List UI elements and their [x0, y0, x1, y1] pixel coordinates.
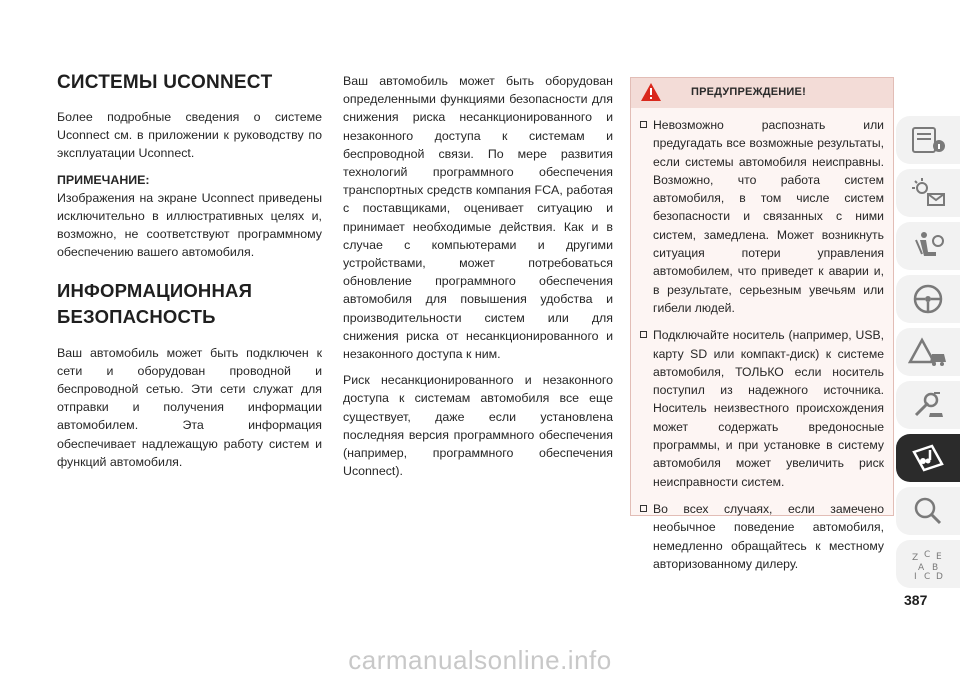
svg-text:B: B	[932, 563, 939, 573]
svg-text:E: E	[936, 552, 942, 562]
multimedia-icon	[908, 440, 948, 476]
svg-text:C: C	[924, 572, 931, 582]
bullet-square-icon	[640, 121, 647, 128]
svg-text:Z: Z	[912, 553, 919, 563]
section-title-uconnect: СИСТЕМЫ UCONNECT	[57, 72, 273, 93]
warning-body	[631, 108, 893, 573]
tab-safety[interactable]	[896, 222, 960, 270]
svg-text:C: C	[924, 550, 931, 560]
section-title-info-security: ИНФОРМАЦИОННАЯ БЕЗОПАСНОСТЬ	[57, 279, 253, 327]
warning-item-text: Невозможно распознать или предугадать все возможные результаты, если системы автомобиля неисправны. Возможно, что работа систем автомобиля, в том числе систем безопасности и связанных с ними систем, замедлена. Может возникнуть ситуация потери управления автомобилем, что приведет к аварии и, в результате, серьезным увечьям или гибели людей.	[653, 118, 884, 315]
warning-item	[640, 500, 884, 573]
tab-driving[interactable]	[896, 275, 960, 323]
airbag-seat-icon	[908, 228, 948, 264]
breakdown-triangle-icon	[908, 334, 948, 370]
warning-item-text: Во всех случаях, если замечено необычное поведение автомобиля, немедленно обращайтесь к местному авторизованному дилеру.	[653, 501, 884, 571]
watermark: carmanualsonline.info	[348, 645, 612, 675]
paragraph: Риск несанкционированного и незаконного доступа к системам автомобиля все еще существует, даже если установлена последняя версия программного обеспечения (например, программного обеспечения Uconnect).	[343, 373, 613, 479]
steering-wheel-icon	[908, 281, 948, 317]
tab-warning-lights[interactable]	[896, 169, 960, 217]
tab-multimedia[interactable]	[896, 434, 960, 482]
warning-item-text: Подключайте носитель (например, USB, карту SD или компакт-диск) к системе автомобиля, ТОЛЬКО если носитель поступил из надежного источника. Носитель неизвестного происхождения может содержать вредоносные программы, и при установке в систему автомобиля может увеличить риск неисправности систем.	[653, 328, 884, 489]
warning-item	[640, 116, 884, 317]
tab-search[interactable]	[896, 487, 960, 535]
left-column	[57, 70, 322, 479]
page-number: 387	[904, 592, 928, 608]
warning-lights-icon	[908, 175, 948, 211]
note-text: Изображения на экране Uconnect приведены исключительно в иллюстративных целях и, возможно, не соответствуют программному обеспечению вашего автомобиля.	[57, 190, 322, 260]
car-info-icon	[908, 122, 948, 158]
paragraph: Более подробные сведения о системе Uconnect см. в приложении к руководству по эксплуатации Uconnect.	[57, 110, 322, 161]
warning-header	[631, 78, 893, 108]
bullet-square-icon	[640, 331, 647, 338]
warning-box	[630, 77, 894, 571]
middle-column	[343, 72, 613, 488]
paragraph: Ваш автомобиль может быть подключен к сети и оборудован проводной и беспроводной сетью. Эти сети служат для отправки и получения информации автомобилем. Эта информация обеспечивает надлежащую работу систем и функций автомобиля.	[57, 345, 322, 469]
paragraph: Ваш автомобиль может быть оборудован определенными функциями безопасности для снижения риска несанкционированного и незаконного доступа к системам и беспроводной связи. По мере развития технологий программного обеспечения транспортных средств компания FCA, работая с поставщиками, оценивает ситуацию и принимает необходимые действия. Как и в случае с компьютерами и другими устройствами, может потребоваться обновление программного обеспечения автомобиля для повышения удобства и производительности систем или для снижения риска от несанкционированного и незаконного доступа к ним.	[343, 74, 613, 362]
service-wrench-icon	[908, 387, 948, 423]
bullet-square-icon	[640, 505, 647, 512]
warning-triangle-icon	[640, 82, 662, 102]
chapter-tabs	[896, 116, 960, 593]
index-letters-icon	[908, 546, 948, 582]
note-label: ПРИМЕЧАНИЕ:	[57, 172, 150, 187]
warning-item	[640, 326, 884, 491]
tab-service[interactable]	[896, 381, 960, 429]
tab-emergency[interactable]	[896, 328, 960, 376]
search-icon	[908, 493, 948, 529]
svg-text:A: A	[918, 563, 925, 573]
svg-text:I: I	[914, 572, 917, 582]
svg-text:D: D	[936, 572, 943, 582]
warning-title: ПРЕДУПРЕЖДЕНИЕ!	[691, 86, 806, 98]
tab-car-info[interactable]	[896, 116, 960, 164]
tab-index[interactable]	[896, 540, 960, 588]
